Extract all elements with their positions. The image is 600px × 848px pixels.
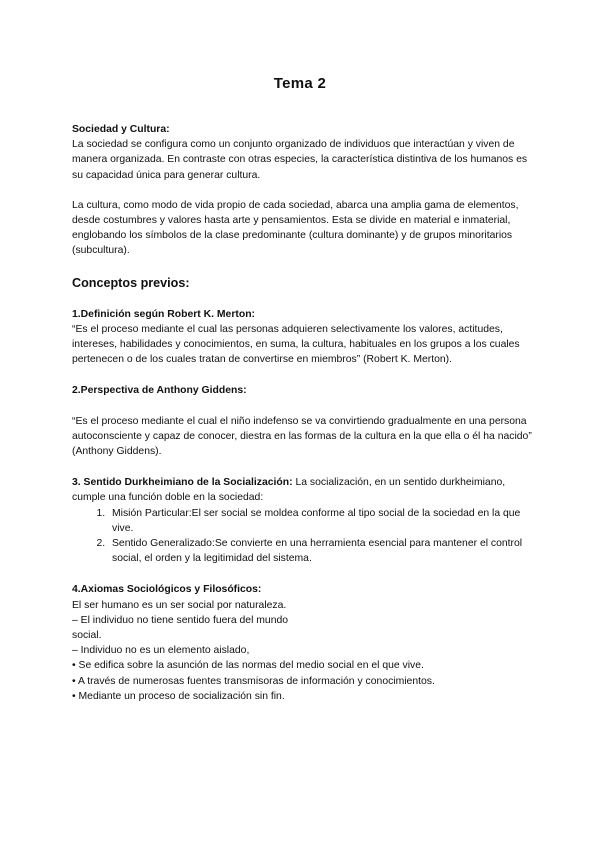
- paragraph-cultura: La cultura, como modo de vida propio de cada sociedad, abarca una amplia gama de elementos, desde costumbres y valores hasta arte y pensamientos. Esta se divide en material e inmaterial, englobando los símbolos de la clase predominante (cultura dominante) y de grupos minoritarios (subcultura).: [72, 199, 519, 257]
- axiom-line: – El individuo no tiene sentido fuera del mundo: [72, 614, 289, 626]
- axiom-line: • Mediante un proceso de socialización sin fin.: [72, 690, 285, 702]
- section-heading-durkheim: 3. Sentido Durkheimiano de la Socialización:: [72, 477, 293, 489]
- paragraph-giddens: “Es el proceso mediante el cual el niño indefenso se va convirtiendo gradualmente en una persona autoconsciente y capaz de conocer, diestra en las formas de la cultura en la que ella o él ha nacido” (Anthony Giddens).: [72, 415, 532, 458]
- list-item: 2. Sentido Generalizado:Se convierte en una herramienta esencial para mantener el control social, el orden y la legitimidad del sistema.: [108, 536, 534, 566]
- page-title: Tema 2: [273, 75, 327, 92]
- durkheim-intro: La socialización, en un sentido durkheimiano, cumple una función doble en la sociedad:: [72, 477, 506, 504]
- section-heading-sociedad: Sociedad y Cultura:: [72, 124, 170, 135]
- axiom-line: • A través de numerosas fuentes transmisoras de información y conocimientos.: [72, 675, 435, 687]
- section-heading-conceptos: Conceptos previos:: [72, 275, 190, 290]
- document-body: [72, 122, 534, 704]
- durkheim-list: [72, 506, 534, 567]
- axiom-line: – Individuo no es un elemento aislado,: [72, 645, 250, 657]
- axiom-line: • Se edifica sobre la asunción de las normas del medio social en el que vive.: [72, 660, 424, 672]
- list-item: 1. Misión Particular:El ser social se moldea conforme al tipo social de la sociedad en la que vive.: [108, 506, 534, 536]
- axiom-line: El ser humano es un ser social por naturaleza.: [72, 599, 287, 611]
- paragraph-sociedad: La sociedad se configura como un conjunto organizado de individuos que interactúan y viven de manera organizada. En contraste con otras especies, la característica distintiva de los humanos es su capacidad única para generar cultura.: [72, 139, 528, 181]
- axiom-line: social.: [72, 630, 102, 642]
- section-heading-axiomas: 4.Axiomas Sociológicos y Filosóficos:: [72, 584, 262, 596]
- paragraph-durkheim: [72, 475, 534, 505]
- section-heading-merton: 1.Definición según Robert K. Merton:: [72, 308, 255, 320]
- section-heading-giddens: 2.Perspectiva de Anthony Giddens:: [72, 385, 247, 397]
- paragraph-merton: “Es el proceso mediante el cual las personas adquieren selectivamente los valores, actitudes, intereses, habilidades y conocimientos, en suma, la cultura, habituales en los grupos a los cuales pertenecen o de los cuales tratan de convertirse en miembros” (Robert K. Merton).: [72, 323, 520, 366]
